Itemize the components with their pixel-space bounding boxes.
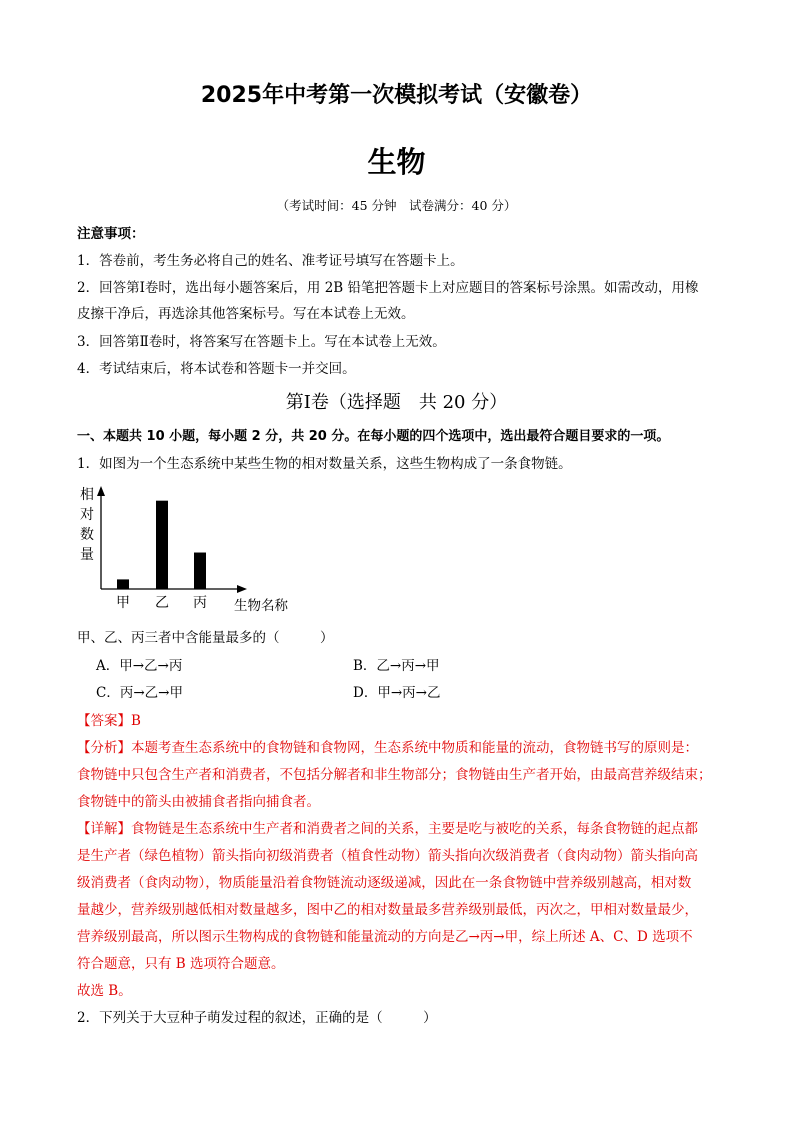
notes-heading: 注意事项： bbox=[77, 226, 145, 242]
exam-title: 2025年中考第一次模拟考试（安徽卷） bbox=[200, 83, 593, 108]
q1-stem: 1．如图为一个生态系统中某些生物的相对数量关系，这些生物构成了一条食物链。 bbox=[77, 456, 572, 472]
q1-detail-line: 级消费者（食肉动物），物质能量沿着食物链流动逐级递减，因此在一条食物链中营养级别越高，相对数 bbox=[77, 875, 692, 891]
q1-analysis-line: 食物链中只包含生产者和消费者，不包括分解者和非生物部分；食物链由生产者开始，由最高营养级结束； bbox=[77, 767, 712, 783]
q1-analysis-line: 【分析】本题考查生态系统中的食物链和食物网，生态系统中物质和能量的流动，食物链书写的原则是： bbox=[77, 740, 698, 756]
x-tick-label: 乙 bbox=[155, 595, 169, 611]
bar-1 bbox=[117, 579, 129, 589]
y-axis-arrow-icon bbox=[97, 486, 105, 496]
note-item: 1．答卷前，考生务必将自己的姓名、准考证号填写在答题卡上。 bbox=[77, 253, 464, 269]
note-item: 皮擦干净后，再选涂其他答案标号。写在本试卷上无效。 bbox=[77, 306, 415, 322]
bar-2 bbox=[156, 501, 168, 589]
note-item: 2．回答第Ⅰ卷时，选出每小题答案后，用 2B 铅笔把答题卡上对应题目的答案标号涂黑。如需改动，用橡 bbox=[77, 280, 699, 296]
q2-stem: 2．下列关于大豆种子萌发过程的叙述，正确的是（ ） bbox=[77, 1010, 437, 1026]
x-axis-label: 生物名称 bbox=[234, 598, 288, 614]
exam-info: （考试时间：45 分钟 试卷满分：40 分） bbox=[276, 198, 517, 213]
q1-option-c[interactable]: C．丙→乙→甲 bbox=[96, 685, 183, 701]
q1-bar-chart bbox=[77, 483, 307, 618]
y-label-char: 相 bbox=[80, 487, 94, 503]
y-axis-label bbox=[80, 486, 94, 563]
q1-detail-line: 营养级别最高，所以图示生物构成的食物链和能量流动的方向是乙→丙→甲，综上所述 A、C、D 选项不 bbox=[77, 929, 693, 945]
bar-3 bbox=[194, 553, 206, 589]
y-label-char: 量 bbox=[80, 547, 94, 563]
y-label-char: 数 bbox=[80, 527, 94, 543]
q1-option-d[interactable]: D．甲→丙→乙 bbox=[353, 685, 441, 701]
x-tick-label: 丙 bbox=[193, 595, 207, 611]
section-instruction: 一、本题共 10 小题，每小题 2 分，共 20 分。在每小题的四个选项中，选出最符合题目要求的一项。 bbox=[77, 429, 670, 444]
note-item: 4．考试结束后，将本试卷和答题卡一并交回。 bbox=[77, 361, 356, 377]
q1-prompt: 甲、乙、丙三者中含能量最多的（ ） bbox=[77, 630, 334, 646]
section-title: 第Ⅰ卷（选择题 共 20 分） bbox=[285, 392, 508, 413]
q1-detail-line: 【详解】食物链是生态系统中生产者和消费者之间的关系，主要是吃与被吃的关系，每条食物链的起点都 bbox=[77, 821, 698, 837]
q1-detail-line: 是生产者（绿色植物）箭头指向初级消费者（植食性动物）箭头指向次级消费者（食肉动物）箭头指向高 bbox=[77, 848, 698, 864]
q1-detail-line: 量越少，营养级别越低相对数量越多，图中乙的相对数量最多营养级别最低，丙次之，甲相对数量最少， bbox=[77, 902, 698, 918]
q1-option-a[interactable]: A．甲→乙→丙 bbox=[96, 658, 183, 674]
x-tick-label: 甲 bbox=[116, 595, 130, 611]
q1-answer: 【答案】B bbox=[77, 713, 141, 729]
y-label-char: 对 bbox=[80, 507, 94, 523]
q1-conclusion: 故选 B。 bbox=[77, 983, 132, 999]
note-item: 3．回答第Ⅱ卷时，将答案写在答题卡上。写在本试卷上无效。 bbox=[77, 334, 446, 350]
q1-option-b[interactable]: B．乙→丙→甲 bbox=[353, 658, 440, 674]
x-axis-arrow-icon bbox=[237, 585, 247, 593]
subject-title: 生物 bbox=[367, 145, 426, 179]
q1-detail-line: 符合题意，只有 B 选项符合题意。 bbox=[77, 956, 285, 972]
q1-analysis-line: 食物链中的箭头由被捕食者指向捕食者。 bbox=[77, 794, 320, 810]
